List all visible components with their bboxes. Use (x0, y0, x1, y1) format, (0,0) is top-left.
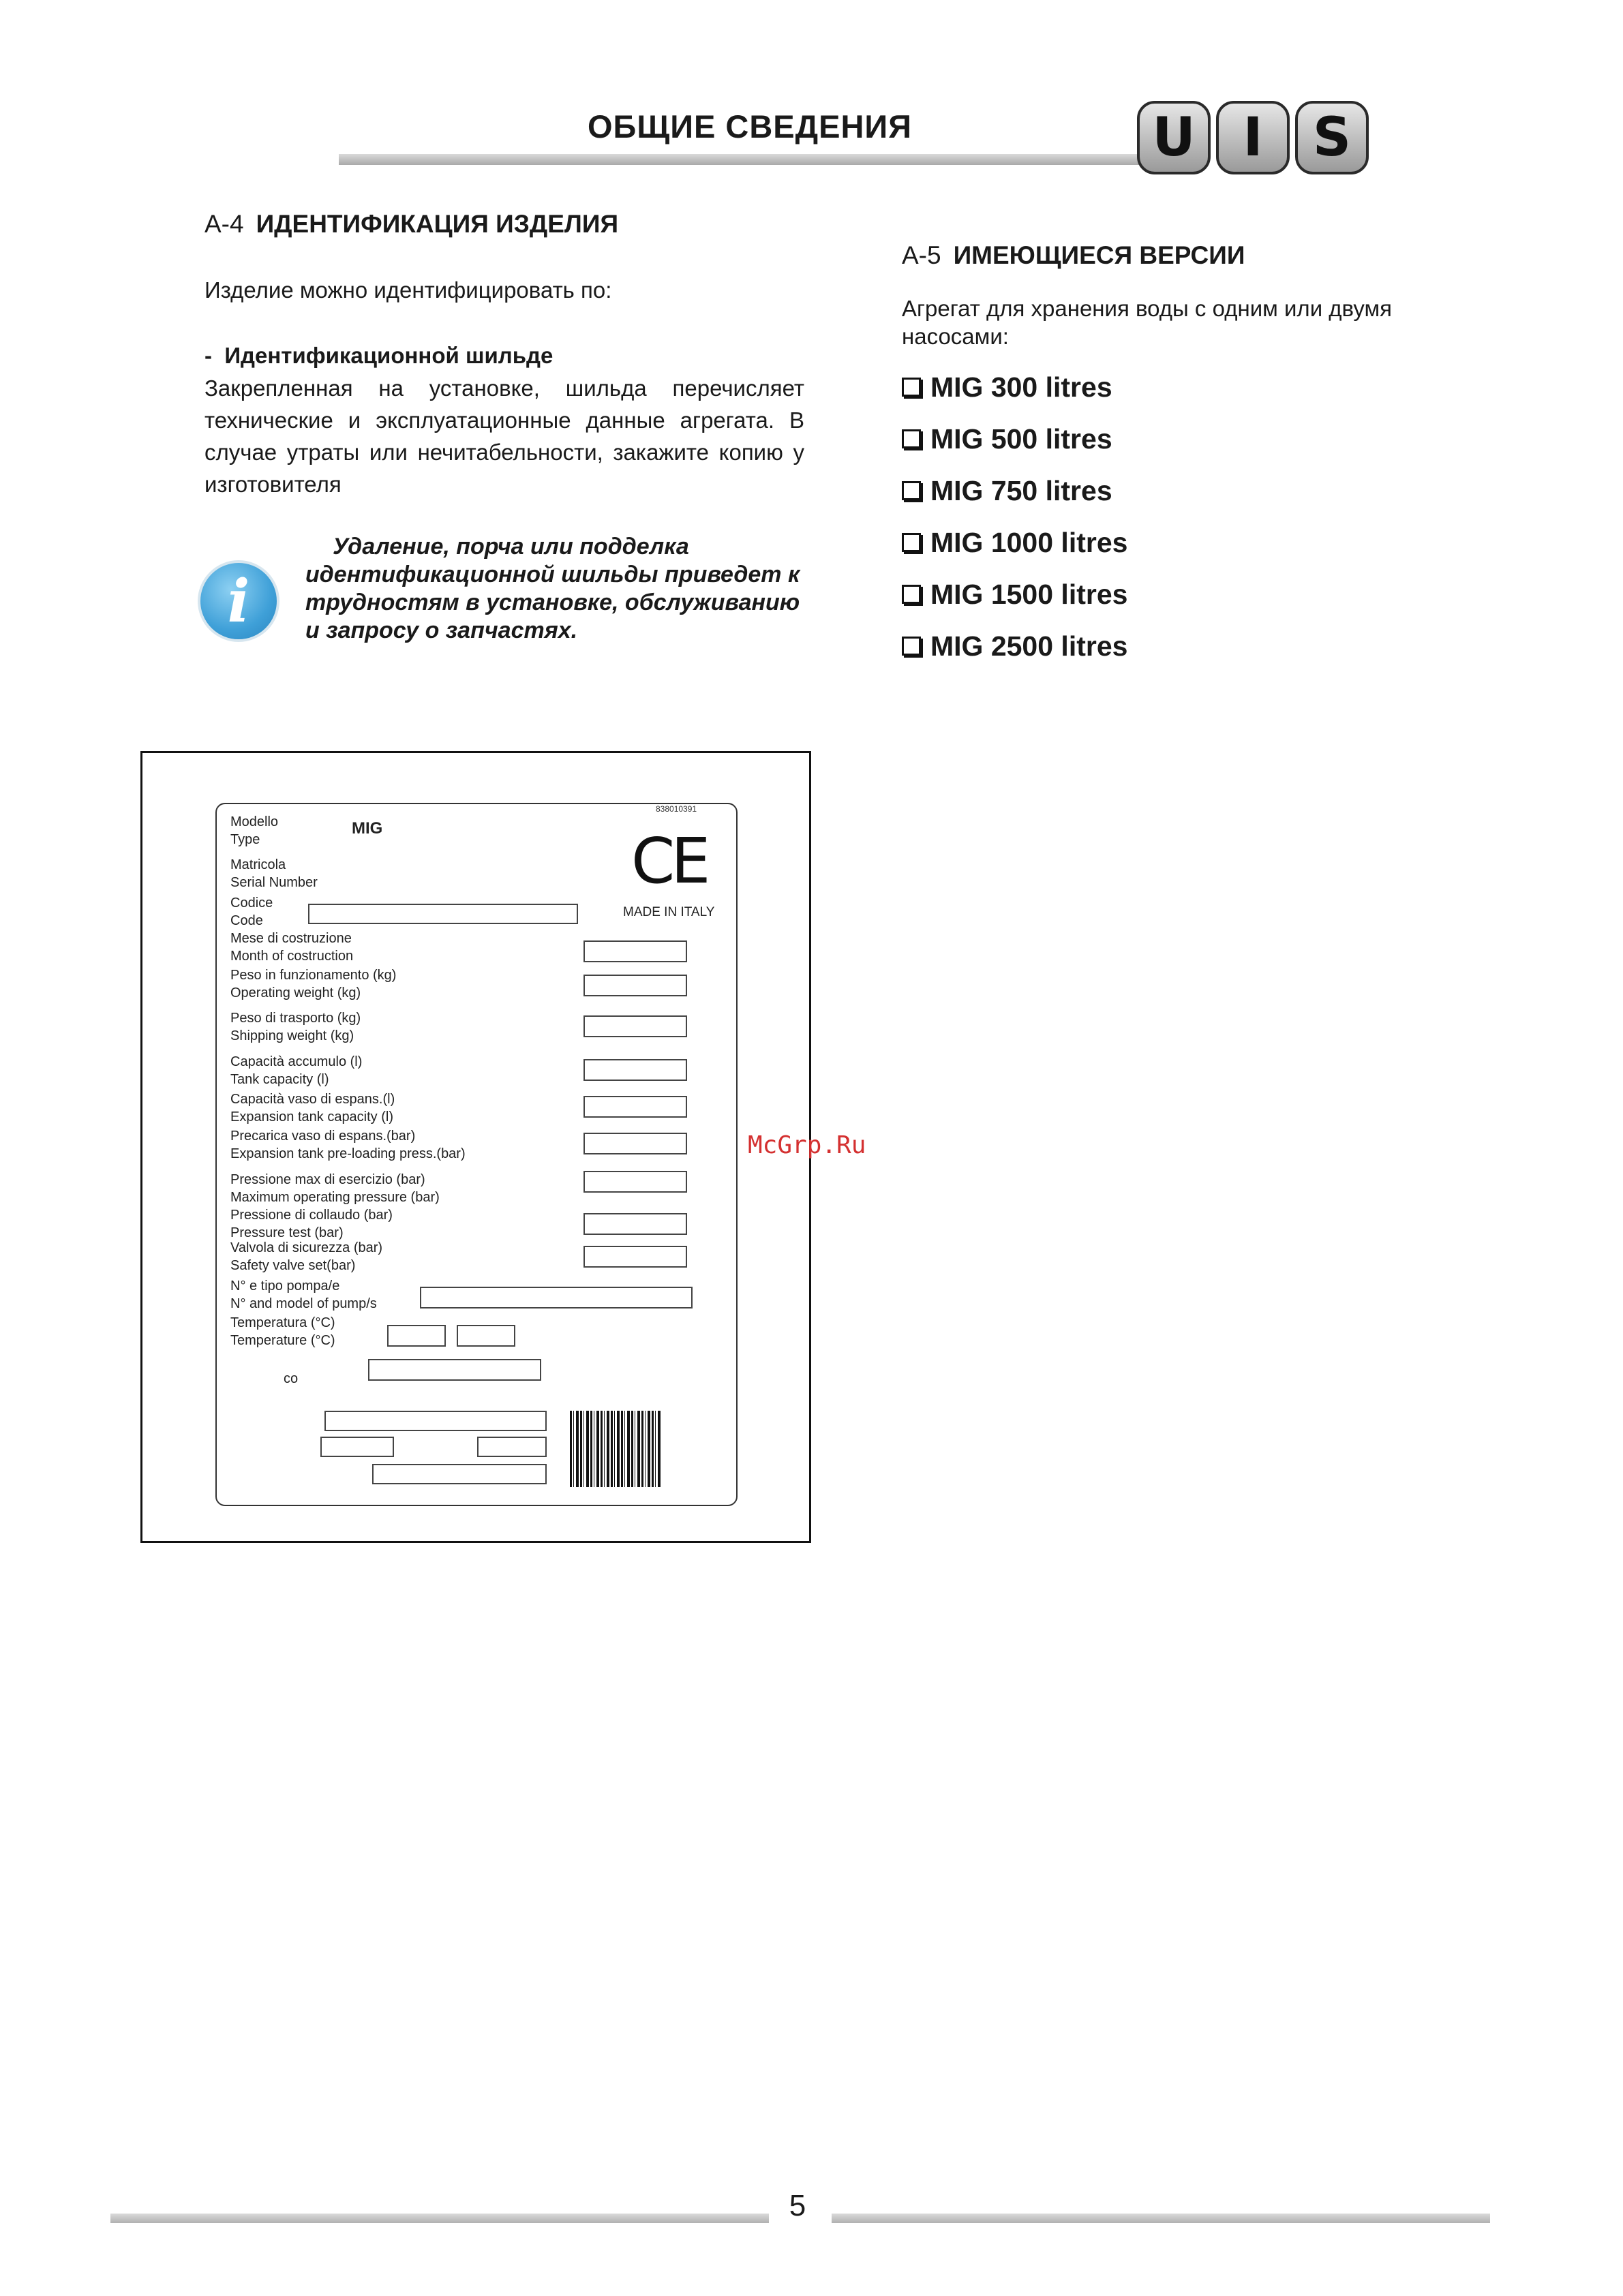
page-header-title: ОБЩИЕ СВЕДЕНИЯ (588, 108, 912, 144)
section-a4-title: ИДЕНТИФИКАЦИЯ ИЗДЕЛИЯ (256, 210, 619, 238)
temperature-field (457, 1325, 515, 1347)
nameplate-row-label: Valvola di sicurezza (bar) Safety valve set(bar) (230, 1240, 383, 1273)
section-a4-body: Закрепленная на установке, шильда перечисляет технические и эксплуатационные данные агрегата. В случае утраты или нечитабельности, закажите копию у изготовителя (204, 376, 804, 497)
version-item: MIG 300 litres (902, 361, 1127, 413)
nameplate-co-label: co (284, 1371, 299, 1386)
nameplate-model-label: Modello Type (230, 814, 279, 847)
made-in-italy-label: MADE IN ITALY (623, 905, 715, 919)
logo-letter-s: S (1295, 101, 1369, 174)
version-item: MIG 750 litres (902, 465, 1127, 517)
nameplate-row-label: Peso di trasporto (kg) Shipping weight (kg) (230, 1011, 361, 1043)
versions-list (902, 361, 1127, 672)
code-field (308, 904, 578, 924)
bottom-field (324, 1411, 547, 1431)
nameplate-row-label: Pressione di collaudo (bar) Pressure test (bar) (230, 1208, 393, 1240)
section-a5-number: A-5 (902, 241, 941, 269)
section-a4-number: A-4 (204, 210, 244, 238)
version-item: MIG 1500 litres (902, 568, 1127, 620)
page-number: 5 (789, 2189, 806, 2222)
value-field (583, 1171, 687, 1193)
nameplate-row-label: N° e tipo pompa/e N° and model of pump/s (230, 1279, 377, 1311)
section-a4-heading (204, 210, 618, 239)
checkbox-icon (902, 481, 921, 500)
logo-letter-i: I (1216, 101, 1290, 174)
section-a5-heading (902, 241, 1245, 270)
checkbox-icon (902, 585, 921, 604)
barcode (570, 1411, 661, 1487)
value-field (583, 1133, 687, 1154)
bottom-field (320, 1437, 394, 1457)
ce-mark: CE (631, 825, 707, 898)
uis-logo (1137, 101, 1389, 177)
value-field (583, 975, 687, 996)
bottom-field (477, 1437, 547, 1457)
section-a5-intro: Агрегат для хранения воды с одним или двумя насосами: (902, 296, 1393, 349)
value-field (583, 940, 687, 962)
value-field (583, 1015, 687, 1037)
nameplate-model-value: MIG (352, 819, 383, 838)
nameplate-bullet-title: - Идентификационной шильде (204, 343, 553, 368)
notice-text: Удаление, порча или подделка идентификационной шильды приведет к трудностям в установке, обслуживанию и запросу о запчастях. (305, 534, 800, 643)
value-field (583, 1246, 687, 1268)
value-field (583, 1059, 687, 1081)
nameplate-row-label: Capacità vaso di espans.(l) Expansion tank capacity (l) (230, 1092, 395, 1124)
info-icon: i (198, 560, 279, 642)
header-divider (339, 154, 1143, 165)
bottom-field (372, 1464, 547, 1484)
temperature-field (387, 1325, 446, 1347)
nameplate-code: 838010391 (656, 804, 697, 814)
nameplate-serial-label: Matricola Serial Number (230, 857, 318, 890)
co-field (368, 1359, 541, 1381)
section-a4-intro: Изделие можно идентифицировать по: (204, 277, 612, 303)
footer-divider-right (832, 2214, 1490, 2223)
nameplate-row-label: Pressione max di esercizio (bar) Maximum operating pressure (bar) (230, 1172, 440, 1205)
checkbox-icon (902, 637, 921, 656)
checkbox-icon (902, 533, 921, 552)
nameplate-row-label: Mese di costruzione Month of costruction (230, 931, 354, 964)
nameplate-row-label: Capacità accumulo (l) Tank capacity (l) (230, 1054, 363, 1087)
nameplate-row-label: Precarica vaso di espans.(bar) Expansion tank pre-loading press.(bar) (230, 1129, 466, 1161)
checkbox-icon (902, 378, 921, 397)
pump-field (420, 1287, 693, 1308)
watermark: McGrp.Ru (748, 1131, 866, 1159)
checkbox-icon (902, 429, 921, 448)
nameplate-row-label: Temperatura (°C) Temperature (°C) (230, 1315, 335, 1348)
version-item: MIG 1000 litres (902, 517, 1127, 568)
nameplate-code-label: Codice Code (230, 896, 273, 928)
footer-divider-left (110, 2214, 769, 2223)
nameplate-row-label: Peso in funzionamento (kg) Operating weight (kg) (230, 968, 397, 1000)
value-field (583, 1096, 687, 1118)
version-item: MIG 2500 litres (902, 620, 1127, 672)
value-field (583, 1213, 687, 1235)
logo-letter-u: U (1137, 101, 1211, 174)
notice-block (204, 533, 804, 649)
section-a5-title: ИМЕЮЩИЕСЯ ВЕРСИИ (953, 241, 1245, 269)
version-item: MIG 500 litres (902, 413, 1127, 465)
